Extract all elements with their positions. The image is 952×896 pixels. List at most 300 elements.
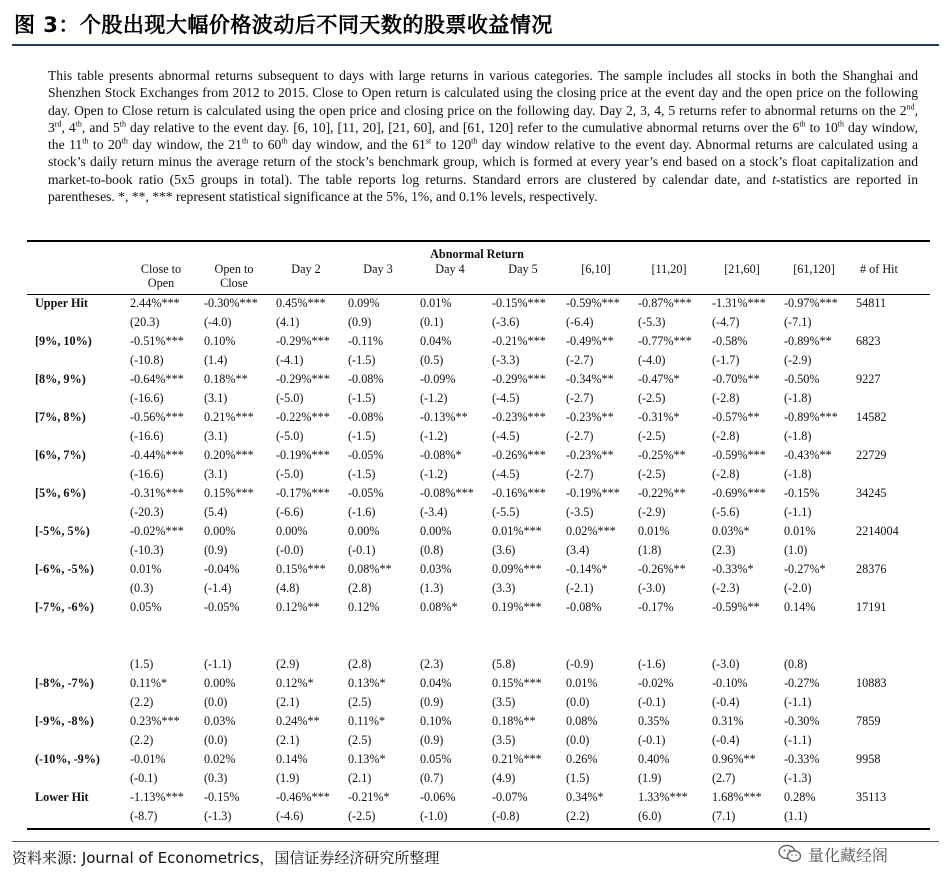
value-cell: (3.1) xyxy=(204,429,228,443)
tstat-row xyxy=(27,731,931,750)
value-cell: (-1.3) xyxy=(204,809,232,823)
row-label xyxy=(27,655,124,674)
desc-text: day window, the 11 xyxy=(48,119,919,153)
abnormal-return-table xyxy=(27,247,931,826)
value-cell: (-2.5) xyxy=(348,809,376,823)
column-header: [6,10] xyxy=(581,262,611,276)
value-cell: (-2.9) xyxy=(638,505,666,519)
table-row xyxy=(27,370,931,389)
value-cell: 0.12%* xyxy=(276,676,314,690)
value-cell: -0.30%*** xyxy=(204,296,258,310)
value-cell: (2.5) xyxy=(348,695,372,709)
value-cell: (-1.2) xyxy=(420,467,448,481)
value-cell: (4.8) xyxy=(276,581,300,595)
hit-count-cell xyxy=(850,541,931,560)
value-cell: -0.05% xyxy=(348,448,384,462)
hit-count-cell xyxy=(850,465,931,484)
value-cell: 0.15%*** xyxy=(492,676,542,690)
desc-text: to 20 xyxy=(88,137,122,153)
value-cell: (2.1) xyxy=(276,733,300,747)
value-cell: (-1.1) xyxy=(784,733,812,747)
value-cell: -0.21%* xyxy=(348,790,390,804)
value-cell: (-16.6) xyxy=(130,467,164,481)
hit-count-cell: 7859 xyxy=(856,714,881,728)
value-cell: -0.08%* xyxy=(420,448,462,462)
value-cell: -0.29%*** xyxy=(492,372,546,386)
value-cell: 1.33%*** xyxy=(638,790,688,804)
value-cell: (0.8) xyxy=(420,543,444,557)
value-cell: -0.64%*** xyxy=(130,372,184,386)
value-cell: -0.25%** xyxy=(638,448,686,462)
value-cell: -0.23%*** xyxy=(492,410,546,424)
value-cell: 0.40% xyxy=(638,752,670,766)
value-cell: (-8.7) xyxy=(130,809,158,823)
value-cell: (-3.4) xyxy=(420,505,448,519)
value-cell: 0.01% xyxy=(420,296,452,310)
value-cell: (-5.6) xyxy=(712,505,740,519)
value-cell: 0.18%** xyxy=(492,714,536,728)
value-cell: (3.5) xyxy=(492,733,516,747)
value-cell: (-1.2) xyxy=(420,391,448,405)
value-cell: -0.08% xyxy=(348,372,384,386)
hit-count-cell xyxy=(850,655,931,674)
value-cell: (-4.5) xyxy=(492,391,520,405)
desc-sup: th xyxy=(82,136,89,146)
hit-count-cell xyxy=(850,769,931,788)
figure-title: 图 3：个股出现大幅价格波动后不同天数的股票收益情况 xyxy=(14,13,553,37)
hit-count-cell: 2214004 xyxy=(856,524,899,538)
table-row xyxy=(27,446,931,465)
value-cell: -0.77%*** xyxy=(638,334,692,348)
value-cell: (-4.0) xyxy=(204,315,232,329)
value-cell: 0.02%*** xyxy=(566,524,616,538)
value-cell: -0.89%*** xyxy=(784,410,838,424)
desc-sup: st xyxy=(425,136,432,146)
value-cell: (6.0) xyxy=(638,809,662,823)
value-cell: (-4.5) xyxy=(492,429,520,443)
tstat-row xyxy=(27,807,931,826)
value-cell: 1.68%*** xyxy=(712,790,762,804)
value-cell: (0.8) xyxy=(784,657,808,671)
row-label xyxy=(27,693,124,712)
header-rule xyxy=(27,294,930,295)
value-cell: (2.2) xyxy=(130,733,154,747)
value-cell: (0.0) xyxy=(566,733,590,747)
column-header: [21,60] xyxy=(724,262,760,276)
desc-text: This table presents abnormal returns subsequent to days with large returns in various categories. The sample includes all stocks in both the Shanghai and Shenzhen Stock Exchanges from 2012 to 2015. Close to Open return is calculated using the closing price at the event day and the open price on the following day. Open to Close return is calculated using the open price and closing price on the following day. Day 2, 3, 4, 5 returns refer to abnormal returns on the 2 xyxy=(48,68,918,118)
value-cell: (0.0) xyxy=(204,733,228,747)
value-cell: 0.96%** xyxy=(712,752,756,766)
value-cell: -0.22%*** xyxy=(276,410,330,424)
row-label: [8%, 9%) xyxy=(35,372,86,386)
value-cell: 0.09% xyxy=(348,296,380,310)
value-cell: -0.09% xyxy=(420,372,456,386)
tstat-row xyxy=(27,465,931,484)
desc-text: to 10 xyxy=(805,119,838,135)
value-cell: -1.31%*** xyxy=(712,296,766,310)
value-cell: -0.15%*** xyxy=(492,296,546,310)
value-cell: -0.33% xyxy=(784,752,820,766)
tstat-row xyxy=(27,389,931,408)
value-cell: -0.31%* xyxy=(638,410,680,424)
value-cell: (4.9) xyxy=(492,771,516,785)
value-cell: 0.14% xyxy=(784,600,816,614)
value-cell: (-5.0) xyxy=(276,467,304,481)
desc-sup: th xyxy=(799,119,806,129)
value-cell: -0.04% xyxy=(204,562,240,576)
value-cell: (-2.8) xyxy=(712,429,740,443)
row-label: [6%, 7%) xyxy=(35,448,86,462)
value-cell: -0.11% xyxy=(348,334,384,348)
value-cell: 0.00% xyxy=(204,524,236,538)
table-description xyxy=(48,67,918,205)
value-cell: (-6.6) xyxy=(276,505,304,519)
value-cell: (-2.7) xyxy=(566,429,594,443)
row-label xyxy=(27,389,124,408)
row-label: [7%, 8%) xyxy=(35,410,86,424)
value-cell: (-2.7) xyxy=(566,391,594,405)
value-cell: (-16.6) xyxy=(130,429,164,443)
value-cell: -0.06% xyxy=(420,790,456,804)
hit-count-cell xyxy=(850,731,931,750)
column-header: Day 5 xyxy=(508,262,538,276)
table-body xyxy=(27,294,931,826)
value-cell: (-3.3) xyxy=(492,353,520,367)
desc-text: day window, the 21 xyxy=(127,137,242,153)
value-cell: (-0.1) xyxy=(638,733,666,747)
row-label xyxy=(27,579,124,598)
value-cell: (3.3) xyxy=(492,581,516,595)
value-cell: (1.9) xyxy=(276,771,300,785)
spacer-cell xyxy=(27,617,931,655)
value-cell: 0.01% xyxy=(638,524,670,538)
value-cell: -0.59%** xyxy=(712,600,760,614)
value-cell: -0.69%*** xyxy=(712,486,766,500)
value-cell: (-2.5) xyxy=(638,391,666,405)
desc-sup: th xyxy=(119,119,127,129)
value-cell: -0.58% xyxy=(712,334,748,348)
value-cell: -0.34%** xyxy=(566,372,614,386)
row-label xyxy=(27,541,124,560)
value-cell: -0.19%*** xyxy=(566,486,620,500)
desc-italic: t xyxy=(772,171,776,187)
value-cell: (-4.7) xyxy=(712,315,740,329)
column-header: [11,20] xyxy=(651,262,687,276)
row-label xyxy=(27,731,124,750)
desc-sup: th xyxy=(75,119,82,129)
value-cell: 0.11%* xyxy=(130,676,168,690)
value-cell: (-16.6) xyxy=(130,391,164,405)
value-cell: (-20.3) xyxy=(130,505,164,519)
value-cell: (-10.8) xyxy=(130,353,164,367)
value-cell: (-1.5) xyxy=(348,429,376,443)
watermark-text: 量化藏经阁 xyxy=(808,845,889,865)
value-cell: (-5.0) xyxy=(276,391,304,405)
row-label xyxy=(27,427,124,446)
tstat-row xyxy=(27,427,931,446)
value-cell: -0.08%*** xyxy=(420,486,474,500)
value-cell: 0.01%*** xyxy=(492,524,542,538)
value-cell: -0.02% xyxy=(638,676,674,690)
value-cell: 0.15%*** xyxy=(276,562,326,576)
value-cell: 0.12% xyxy=(348,600,380,614)
hit-count-cell: 34245 xyxy=(856,486,887,500)
value-cell: 0.24%** xyxy=(276,714,320,728)
value-cell: (-2.0) xyxy=(784,581,812,595)
value-cell: -0.56%*** xyxy=(130,410,184,424)
hit-count-cell: 22729 xyxy=(856,448,887,462)
value-cell: (-3.0) xyxy=(712,657,740,671)
value-cell: (-2.5) xyxy=(638,429,666,443)
value-cell: -0.15% xyxy=(204,790,240,804)
value-cell: (-1.8) xyxy=(784,467,812,481)
value-cell: (0.0) xyxy=(566,695,590,709)
value-cell: -0.49%** xyxy=(566,334,614,348)
value-cell: (0.9) xyxy=(204,543,228,557)
row-label xyxy=(27,313,124,332)
value-cell: (-1.1) xyxy=(204,657,232,671)
hit-count-cell: 28376 xyxy=(856,562,887,576)
hit-count-cell xyxy=(850,389,931,408)
hit-count-cell xyxy=(850,313,931,332)
value-cell: -0.01% xyxy=(130,752,166,766)
value-cell: (1.5) xyxy=(130,657,154,671)
value-cell: -0.50% xyxy=(784,372,820,386)
value-cell: -0.19%*** xyxy=(276,448,330,462)
row-label: Upper Hit xyxy=(35,296,88,310)
value-cell: -0.26%** xyxy=(638,562,686,576)
value-cell: (-3.5) xyxy=(566,505,594,519)
table-row xyxy=(27,484,931,503)
table-row xyxy=(27,712,931,731)
column-header: Day 4 xyxy=(435,262,465,276)
value-cell: -0.05% xyxy=(348,486,384,500)
value-cell: (-1.7) xyxy=(712,353,740,367)
group-header-row xyxy=(27,247,931,262)
value-cell: -0.70%** xyxy=(712,372,760,386)
value-cell: -0.23%** xyxy=(566,448,614,462)
value-cell: 0.04% xyxy=(420,334,452,348)
tstat-row xyxy=(27,769,931,788)
tstat-row xyxy=(27,313,931,332)
value-cell: (3.1) xyxy=(204,391,228,405)
value-cell: -0.22%** xyxy=(638,486,686,500)
table-top-rule xyxy=(27,240,930,242)
value-cell: (2.1) xyxy=(348,771,372,785)
value-cell: (1.0) xyxy=(784,543,808,557)
value-cell: (-0.0) xyxy=(276,543,304,557)
value-cell: -0.02%*** xyxy=(130,524,184,538)
desc-text: to 60 xyxy=(248,137,282,153)
value-cell: 0.15%*** xyxy=(204,486,254,500)
value-cell: (2.7) xyxy=(712,771,736,785)
value-cell: 0.08% xyxy=(566,714,598,728)
value-cell: -0.17% xyxy=(638,600,674,614)
table-row xyxy=(27,598,931,617)
value-cell: (3.1) xyxy=(204,467,228,481)
table-row xyxy=(27,522,931,541)
title-divider xyxy=(12,44,939,46)
value-cell: -0.30% xyxy=(784,714,820,728)
value-cell: (0.9) xyxy=(348,315,372,329)
value-cell: -0.44%*** xyxy=(130,448,184,462)
value-cell: (-1.2) xyxy=(420,429,448,443)
hit-count-cell: 6823 xyxy=(856,334,881,348)
value-cell: 0.03%* xyxy=(712,524,750,538)
column-header: Open to Close xyxy=(214,262,254,290)
value-cell: -0.47%* xyxy=(638,372,680,386)
value-cell: (4.1) xyxy=(276,315,300,329)
value-cell: -0.51%*** xyxy=(130,334,184,348)
value-cell: (-2.9) xyxy=(784,353,812,367)
row-label: [-6%, -5%) xyxy=(35,562,94,576)
value-cell: 0.18%** xyxy=(204,372,248,386)
tstat-row xyxy=(27,503,931,522)
value-cell: (1.9) xyxy=(638,771,662,785)
value-cell: 0.10% xyxy=(420,714,452,728)
value-cell: 0.05% xyxy=(130,600,162,614)
row-label: [9%, 10%) xyxy=(35,334,92,348)
hit-count-cell: 10883 xyxy=(856,676,887,690)
value-cell: (-10.3) xyxy=(130,543,164,557)
value-cell: (-1.3) xyxy=(784,771,812,785)
value-cell: 0.08%* xyxy=(420,600,458,614)
value-cell: (0.0) xyxy=(204,695,228,709)
table-row xyxy=(27,750,931,769)
value-cell: -0.21%*** xyxy=(492,334,546,348)
value-cell: (-4.6) xyxy=(276,809,304,823)
value-cell: 0.00% xyxy=(420,524,452,538)
value-cell: -0.97%*** xyxy=(784,296,838,310)
value-cell: (-1.8) xyxy=(784,429,812,443)
desc-text: day relative to the event day. [6, 10], [11, 20], [21, 60], and [61, 120] refer to the cumulative abnormal returns over the 6 xyxy=(126,119,800,135)
value-cell: 0.23%*** xyxy=(130,714,180,728)
value-cell: (-3.0) xyxy=(638,581,666,595)
value-cell: (2.1) xyxy=(276,695,300,709)
value-cell: -0.05% xyxy=(204,600,240,614)
value-cell: 0.04% xyxy=(420,676,452,690)
value-cell: 0.19%*** xyxy=(492,600,542,614)
value-cell: (-0.1) xyxy=(638,695,666,709)
column-header: Day 2 xyxy=(291,262,321,276)
value-cell: (-2.3) xyxy=(712,581,740,595)
value-cell: -0.08% xyxy=(566,600,602,614)
value-cell: (3.5) xyxy=(492,695,516,709)
desc-text: day window, and the 61 xyxy=(287,137,426,153)
column-header: Day 3 xyxy=(363,262,393,276)
value-cell: (1.8) xyxy=(638,543,662,557)
value-cell: (-1.5) xyxy=(348,353,376,367)
value-cell: 0.14% xyxy=(276,752,308,766)
value-cell: (-5.5) xyxy=(492,505,520,519)
value-cell: (-7.1) xyxy=(784,315,812,329)
table-row xyxy=(27,332,931,351)
value-cell: 0.10% xyxy=(204,334,236,348)
row-label xyxy=(27,807,124,826)
value-cell: 0.01% xyxy=(784,524,816,538)
value-cell: (1.5) xyxy=(566,771,590,785)
value-cell: -0.10% xyxy=(712,676,748,690)
value-cell: -0.15% xyxy=(784,486,820,500)
value-cell: -0.29%*** xyxy=(276,372,330,386)
row-label: [-9%, -8%) xyxy=(35,714,94,728)
value-cell: (-0.4) xyxy=(712,733,740,747)
value-cell: (-0.1) xyxy=(130,771,158,785)
desc-text: , 4 xyxy=(61,119,76,135)
value-cell: (-0.4) xyxy=(712,695,740,709)
value-cell: (-1.4) xyxy=(204,581,232,595)
hit-count-cell: 9958 xyxy=(856,752,881,766)
value-cell: -0.87%*** xyxy=(638,296,692,310)
hit-count-cell xyxy=(850,427,931,446)
value-cell: (-4.0) xyxy=(638,353,666,367)
watermark xyxy=(778,840,888,868)
hit-count-cell xyxy=(850,351,931,370)
column-header-row xyxy=(27,262,931,294)
value-cell: (-2.7) xyxy=(566,353,594,367)
column-header: # of Hit xyxy=(860,262,898,276)
value-cell: 0.45%*** xyxy=(276,296,326,310)
value-cell: -0.46%*** xyxy=(276,790,330,804)
value-cell: (0.7) xyxy=(420,771,444,785)
value-cell: (3.4) xyxy=(566,543,590,557)
table-row xyxy=(27,560,931,579)
tstat-row xyxy=(27,693,931,712)
value-cell: -0.23%** xyxy=(566,410,614,424)
desc-sup: th xyxy=(121,136,128,146)
value-cell: -0.59%*** xyxy=(712,448,766,462)
tstat-row xyxy=(27,579,931,598)
value-cell: 0.09%*** xyxy=(492,562,542,576)
value-cell: (-1.5) xyxy=(348,467,376,481)
value-cell: 0.31% xyxy=(712,714,744,728)
value-cell: (2.2) xyxy=(130,695,154,709)
value-cell: (5.4) xyxy=(204,505,228,519)
value-cell: (-4.1) xyxy=(276,353,304,367)
value-cell: (-3.6) xyxy=(492,315,520,329)
value-cell: -0.89%** xyxy=(784,334,832,348)
hit-count-cell xyxy=(850,579,931,598)
wechat-icon xyxy=(778,844,802,864)
value-cell: (-1.1) xyxy=(784,505,812,519)
value-cell: 0.21%*** xyxy=(204,410,254,424)
value-cell: 0.00% xyxy=(204,676,236,690)
row-label xyxy=(27,769,124,788)
value-cell: 0.26% xyxy=(566,752,598,766)
column-header: Close to Open xyxy=(140,262,182,290)
value-cell: 0.13%* xyxy=(348,752,386,766)
value-cell: -0.29%*** xyxy=(276,334,330,348)
value-cell: (-5.3) xyxy=(638,315,666,329)
row-label xyxy=(27,351,124,370)
value-cell: (-1.6) xyxy=(638,657,666,671)
value-cell: (-2.7) xyxy=(566,467,594,481)
table-row xyxy=(27,788,931,807)
tstat-row xyxy=(27,655,931,674)
desc-text: to 120 xyxy=(431,137,472,153)
value-cell: 0.08%** xyxy=(348,562,392,576)
value-cell: (-0.8) xyxy=(492,809,520,823)
value-cell: 0.01% xyxy=(566,676,598,690)
value-cell: 0.03% xyxy=(204,714,236,728)
value-cell: -0.33%* xyxy=(712,562,754,576)
desc-text: , and 5 xyxy=(81,119,120,135)
value-cell: (-1.6) xyxy=(348,505,376,519)
value-cell: -0.59%*** xyxy=(566,296,620,310)
value-cell: (2.5) xyxy=(348,733,372,747)
value-cell: (2.8) xyxy=(348,657,372,671)
desc-sup: th xyxy=(241,136,249,146)
